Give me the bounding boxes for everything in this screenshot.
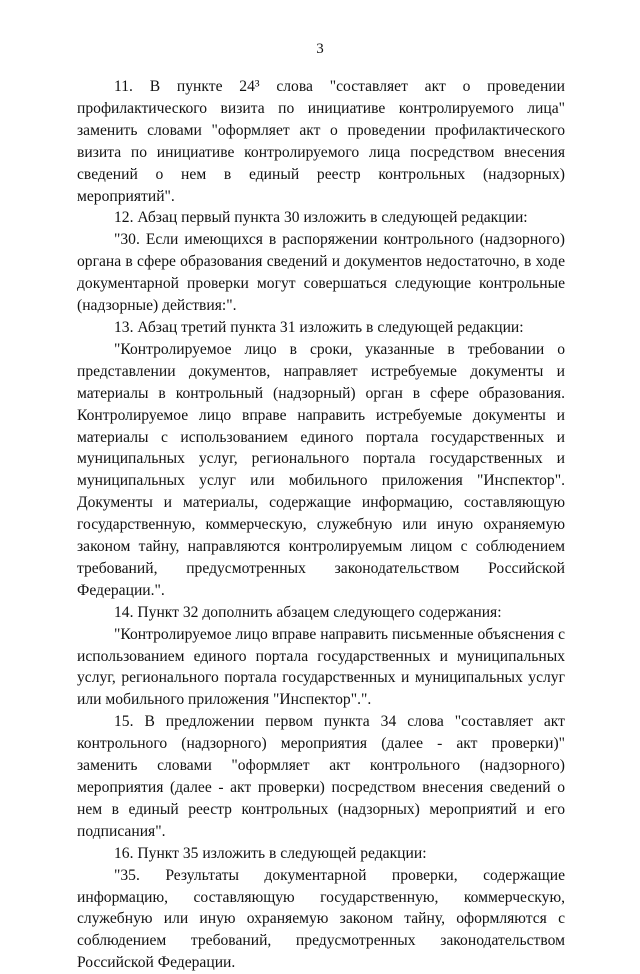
paragraph-item-14: 14. Пункт 32 дополнить абзацем следующего содержания: [114, 603, 502, 621]
paragraph-item-15: 15. В предложении первом пункта 34 слова "составляет акт контрольного (надзорного) мероприятия (далее - акт проверки)" заменить словами "оформляет акт контрольного (надзорного) мероприятия (далее - акт проверки) посредством внесения сведений о нем в единый реестр контрольных (надзорных) мероприятий и его подписания". [77, 713, 565, 840]
paragraph-item-16: 16. Пункт 35 изложить в следующей редакции: [114, 844, 427, 862]
document-body [77, 76, 565, 974]
paragraph-quote-32: "Контролируемое лицо вправе направить письменные объяснения с использованием единого портала государственных и муниципальных услуг, регионального портала государственных и муниципальных услуг или мобильного приложения "Инспектор".". [77, 625, 565, 709]
paragraph-item-11: 11. В пункте 24³ слова "составляет акт о проведении профилактического визита по инициативе контролируемого лица" заменить словами "оформляет акт о проведении профилактического визита по инициативе контролируемого лица посредством внесения сведений о нем в единый реестр контрольных (надзорных) мероприятий". [77, 78, 565, 205]
paragraph-quote-35: "35. Результаты документарной проверки, содержащие информацию, составляющую государственную, коммерческую, служебную или иную охраняемую законом тайну, оформляются с соблюдением требований, предусмотренных законодательством Российской Федерации. [77, 866, 565, 972]
paragraph-quote-31: "Контролируемое лицо в сроки, указанные в требовании о представлении документов, направляет истребуемые документы и материалы в контрольный (надзорный) орган в сфере образования. Контролируемое лицо вправе направить истребуемые документы и материалы с использованием единого портала государственных и муниципальных услуг, регионального портала государственных и муниципальных услуг или мобильного приложения "Инспектор". Документы и материалы, содержащие информацию, составляющую государственную, коммерческую, служебную или иную охраняемую законом тайну, направляются контролируемым лицом с соблюдением требований, предусмотренных законодательством Российской Федерации.". [77, 340, 565, 599]
paragraph-item-13: 13. Абзац третий пункта 31 изложить в следующей редакции: [114, 318, 524, 336]
paragraph-item-12: 12. Абзац первый пункта 30 изложить в следующей редакции: [114, 209, 528, 227]
page-number: 3 [316, 41, 324, 57]
paragraph-quote-30: "30. Если имеющихся в распоряжении контрольного (надзорного) органа в сфере образования сведений и документов недостаточно, в ходе документарной проверки могут совершаться следующие контрольные (надзорные) действия:". [77, 231, 565, 315]
